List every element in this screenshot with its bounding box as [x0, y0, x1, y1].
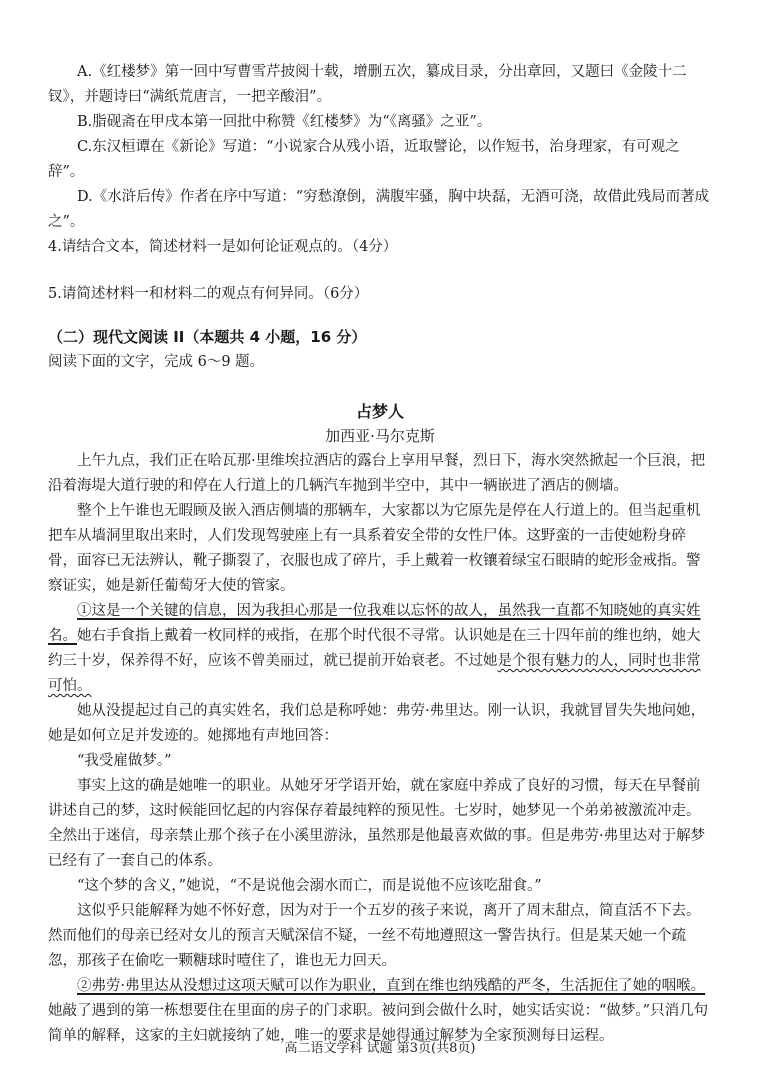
story-paragraph-4: 她从没提起过自己的真实姓名，我们总是称呼她：弗劳·弗里达。刚一认识，我就冒冒失失地问她，她是如何立足并发迹的。她掷地有声地回答： [48, 703, 706, 744]
story-title: 占梦人 [355, 402, 404, 421]
option-c: C.东汉桓谭在《新论》写道：“小说家合从残小语，近取譬论，以作短书，治身理家，有可观之辞”。 [48, 139, 680, 180]
section-spacer [48, 375, 712, 399]
option-a: A.《红楼梦》第一回中写曹雪芹披阅十载，增删五次，纂成目录，分出章回，又题曰《金陵十二钗》，并题诗曰“满纸荒唐言，一把辛酸泪”。 [48, 64, 687, 105]
story-paragraph-7: “这个梦的含义，”她说，“不是说他会溺水而亡，而是说他不应该吃甜食。” [77, 878, 542, 894]
story-paragraph-5: “我受雇做梦。” [77, 753, 172, 769]
option-b: B.脂砚斋在甲戌本第一回批中称赞《红楼梦》为“《离骚》之亚”。 [77, 114, 492, 130]
story-paragraph-1: 上午九点，我们正在哈瓦那·里维埃拉酒店的露台上享用早餐，烈日下，海水突然掀起一个巨浪，把沿着海堤大道行驶的和停在人行道上的几辆汽车抛到半空中，其中一辆嵌进了酒店的侧墙。 [48, 453, 706, 494]
section-instruction: 阅读下面的文字，完成 6～9 题。 [48, 354, 265, 370]
story-paragraph-9 [48, 974, 712, 1049]
underlined-sentence-1: ①这是一个关键的信息，因为我担心那是一位我难以忘怀的故人，虽然我一直都不知晓她的真实姓名。 [48, 603, 701, 644]
page-footer: 高二语文学科 试题 第3页(共8页) [284, 1041, 476, 1056]
wavy-underlined-phrase: 是个很有魅力的人，同时也非常可怕。 [48, 653, 701, 694]
story-paragraph-6: 事实上这的确是她唯一的职业。从她牙牙学语开始，就在家庭中养成了良好的习惯，每天在早餐前讲述自己的梦，这时候能回忆起的内容保存着最纯粹的预见性。七岁时，她梦见一个弟弟被激流冲走。全然出于迷信，母亲禁止那个孩子在小溪里游泳，虽然那是他最喜欢做的事。但是弗劳·弗里达对于解梦已经有了一套自己的体系。 [48, 778, 706, 869]
answer-space-4 [48, 260, 712, 282]
question-5: 5.请简述材料一和材料二的观点有何异同。（6分） [48, 286, 369, 302]
paragraph-3-text: 她右手食指上戴着一枚同样的戒指，在那个时代很不寻常。认识她是在三十四年前的维也纳，她大约三十岁，保养得不好，应该不曾美丽过，就已提前开始衰老。不过她 [48, 628, 701, 669]
underlined-sentence-2: ②弗劳·弗里达从没想过这项天赋可以作为职业，直到在维也纳残酷的严冬，生活扼住了她的咽喉。 [77, 978, 706, 994]
question-4: 4.请结合文本，简述材料一是如何论证观点的。（4分） [48, 239, 398, 255]
exam-page [48, 60, 712, 1049]
story-author: 加西亚·马尔克斯 [325, 427, 435, 445]
story-paragraph-2: 整个上午谁也无暇顾及嵌入酒店侧墙的那辆车，大家都以为它原先是停在人行道上的。但当起重机把车从墙洞里取出来时，人们发现驾驶座上有一具系着安全带的女性尸体。这野蛮的一击使她粉身碎骨，面容已无法辨认，靴子撕裂了，衣服也成了碎片，手上戴着一枚镶着绿宝石眼睛的蛇形金戒指。警察证实，她是新任葡萄牙大使的管家。 [48, 503, 701, 594]
answer-space-5 [48, 307, 712, 325]
paragraph-9-text: 她敲了遇到的第一栋想要住在里面的房子的门求职。被问到会做什么时，她实话实说：“做梦。”只消几句简单的解释，这家的主妇就接纳了她，唯一的要求是她得通过解梦为全家预测每日运程。 [48, 1003, 709, 1044]
story-paragraph-8: 这似乎只能解释为她不怀好意，因为对于一个五岁的孩子来说，离开了周末甜点，简直活不下去。然而他们的母亲已经对女儿的预言天赋深信不疑，一丝不苟地遵照这一警告执行。但是某天她一个疏忽，那孩子在偷吃一颗糖球时噎住了，谁也无力回天。 [48, 903, 701, 969]
option-d: D.《水浒后传》作者在序中写道：“穷愁潦倒，满腹牢骚，胸中块磊，无酒可浇，故借此残局而著成之”。 [48, 189, 710, 230]
section-title: （二）现代文阅读 II（本题共 4 小题，16 分） [48, 328, 367, 346]
story-paragraph-3 [48, 599, 712, 699]
